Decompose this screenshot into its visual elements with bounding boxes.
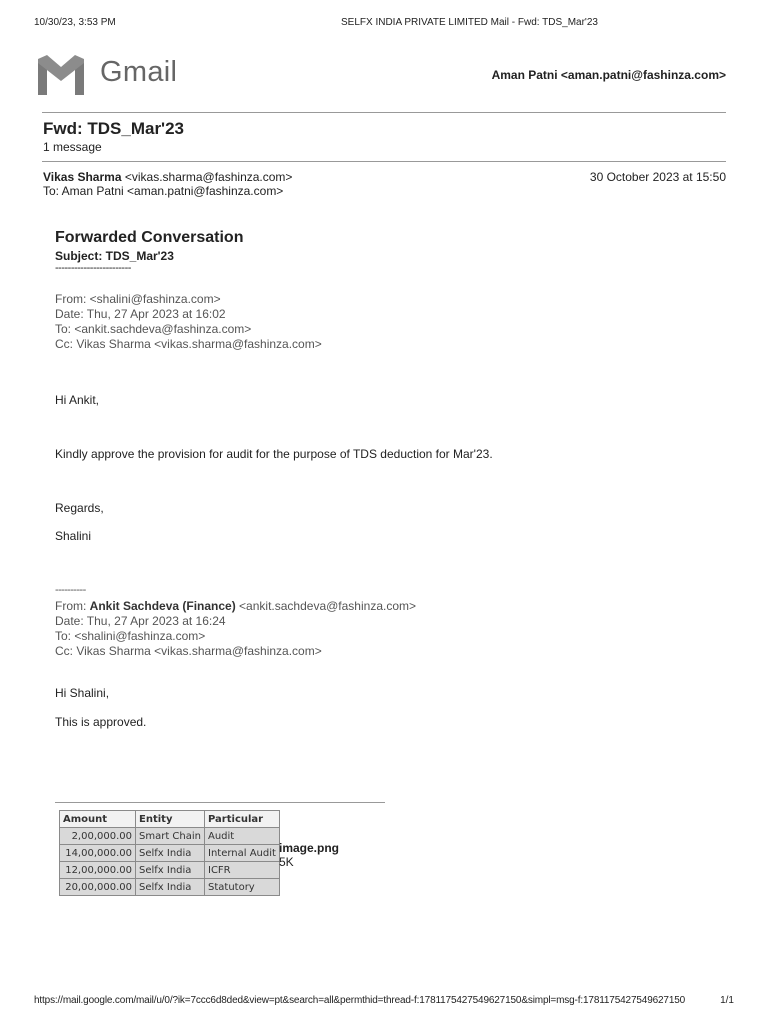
second-to: To: <shalini@fashinza.com> [55,629,206,643]
message-count: 1 message [43,140,102,154]
amount-cell: 2,00,000.00 [60,828,136,845]
entity-cell: Smart Chain [136,828,205,845]
gmail-logo [38,55,178,95]
account-owner: Aman Patni <aman.patni@fashinza.com> [491,68,726,82]
entity-cell: Selfx India [136,862,205,879]
attachment-name[interactable]: image.png [279,841,340,855]
forwarded-heading: Forwarded Conversation [55,229,244,246]
particular-cell: Audit [205,828,280,845]
print-url: https://mail.google.com/mail/u/0/?ik=7ccc6d8ded&view=pt&search=all&permthid=thread-f:1781175427549627150&simpl=msg-f:1781175427549627150 [34,995,686,1006]
column-header-amount: Amount [60,811,136,828]
print-page-number: 1/1 [720,995,734,1006]
first-date: Date: Thu, 27 Apr 2023 at 16:02 [55,307,226,321]
first-signature: Shalini [55,529,92,543]
divider [42,161,726,162]
second-date: Date: Thu, 27 Apr 2023 at 16:24 [55,614,226,628]
second-from-label: From: [55,599,90,613]
second-greeting: Hi Shalini, [55,686,110,700]
gmail-m-logo-icon [38,55,84,95]
thread-subject: Fwd: TDS_Mar'23 [43,119,185,138]
second-cc: Cc: Vikas Sharma <vikas.sharma@fashinza.com> [55,644,322,658]
forwarded-subject: Subject: TDS_Mar'23 [55,249,174,263]
attachment-size: 5K [279,855,294,869]
message-recipient: To: Aman Patni <aman.patni@fashinza.com> [43,184,284,198]
divider [55,802,385,803]
second-from [55,599,416,614]
table-header-row [60,811,280,828]
entity-cell: Selfx India [136,845,205,862]
divider [42,112,726,113]
table-row [60,879,280,896]
print-page-title: SELFX INDIA PRIVATE LIMITED Mail - Fwd: TDS_Mar'23 [341,17,598,28]
first-to: To: <ankit.sachdeva@fashinza.com> [55,322,252,336]
amount-cell: 12,00,000.00 [60,862,136,879]
first-from: From: <shalini@fashinza.com> [55,292,221,306]
message-date: 30 October 2023 at 15:50 [589,170,726,184]
print-header [34,17,728,31]
table-row [60,828,280,845]
tds-provision-table [59,810,280,896]
table-row [60,845,280,862]
print-datetime: 10/30/23, 3:53 PM [34,17,116,28]
particular-cell: Statutory [205,879,280,896]
first-greeting: Hi Ankit, [55,393,100,407]
amount-cell: 14,00,000.00 [60,845,136,862]
forwarded-dashes: ------------------------ [55,262,131,274]
gmail-wordmark: Gmail [100,56,178,88]
amount-cell: 20,00,000.00 [60,879,136,896]
second-from-name: Ankit Sachdeva (Finance) [89,599,236,613]
first-message-headers [55,292,322,352]
table-row [60,862,280,879]
particular-cell: Internal Audit [205,845,280,862]
second-from-email: <ankit.sachdeva@fashinza.com> [235,599,416,613]
first-cc: Cc: Vikas Sharma <vikas.sharma@fashinza.com> [55,337,322,351]
second-body: This is approved. [55,715,147,729]
second-message-headers [55,599,416,659]
message-sender [43,170,292,184]
column-header-particular: Particular [205,811,280,828]
column-header-entity: Entity [136,811,205,828]
first-signoff: Regards, [55,501,104,515]
message-separator: ---------- [55,584,86,596]
first-body: Kindly approve the provision for audit for the purpose of TDS deduction for Mar'23. [55,447,493,461]
sender-name: Vikas Sharma [43,170,122,184]
particular-cell: ICFR [205,862,280,879]
entity-cell: Selfx India [136,879,205,896]
sender-email: <vikas.sharma@fashinza.com> [124,170,293,184]
